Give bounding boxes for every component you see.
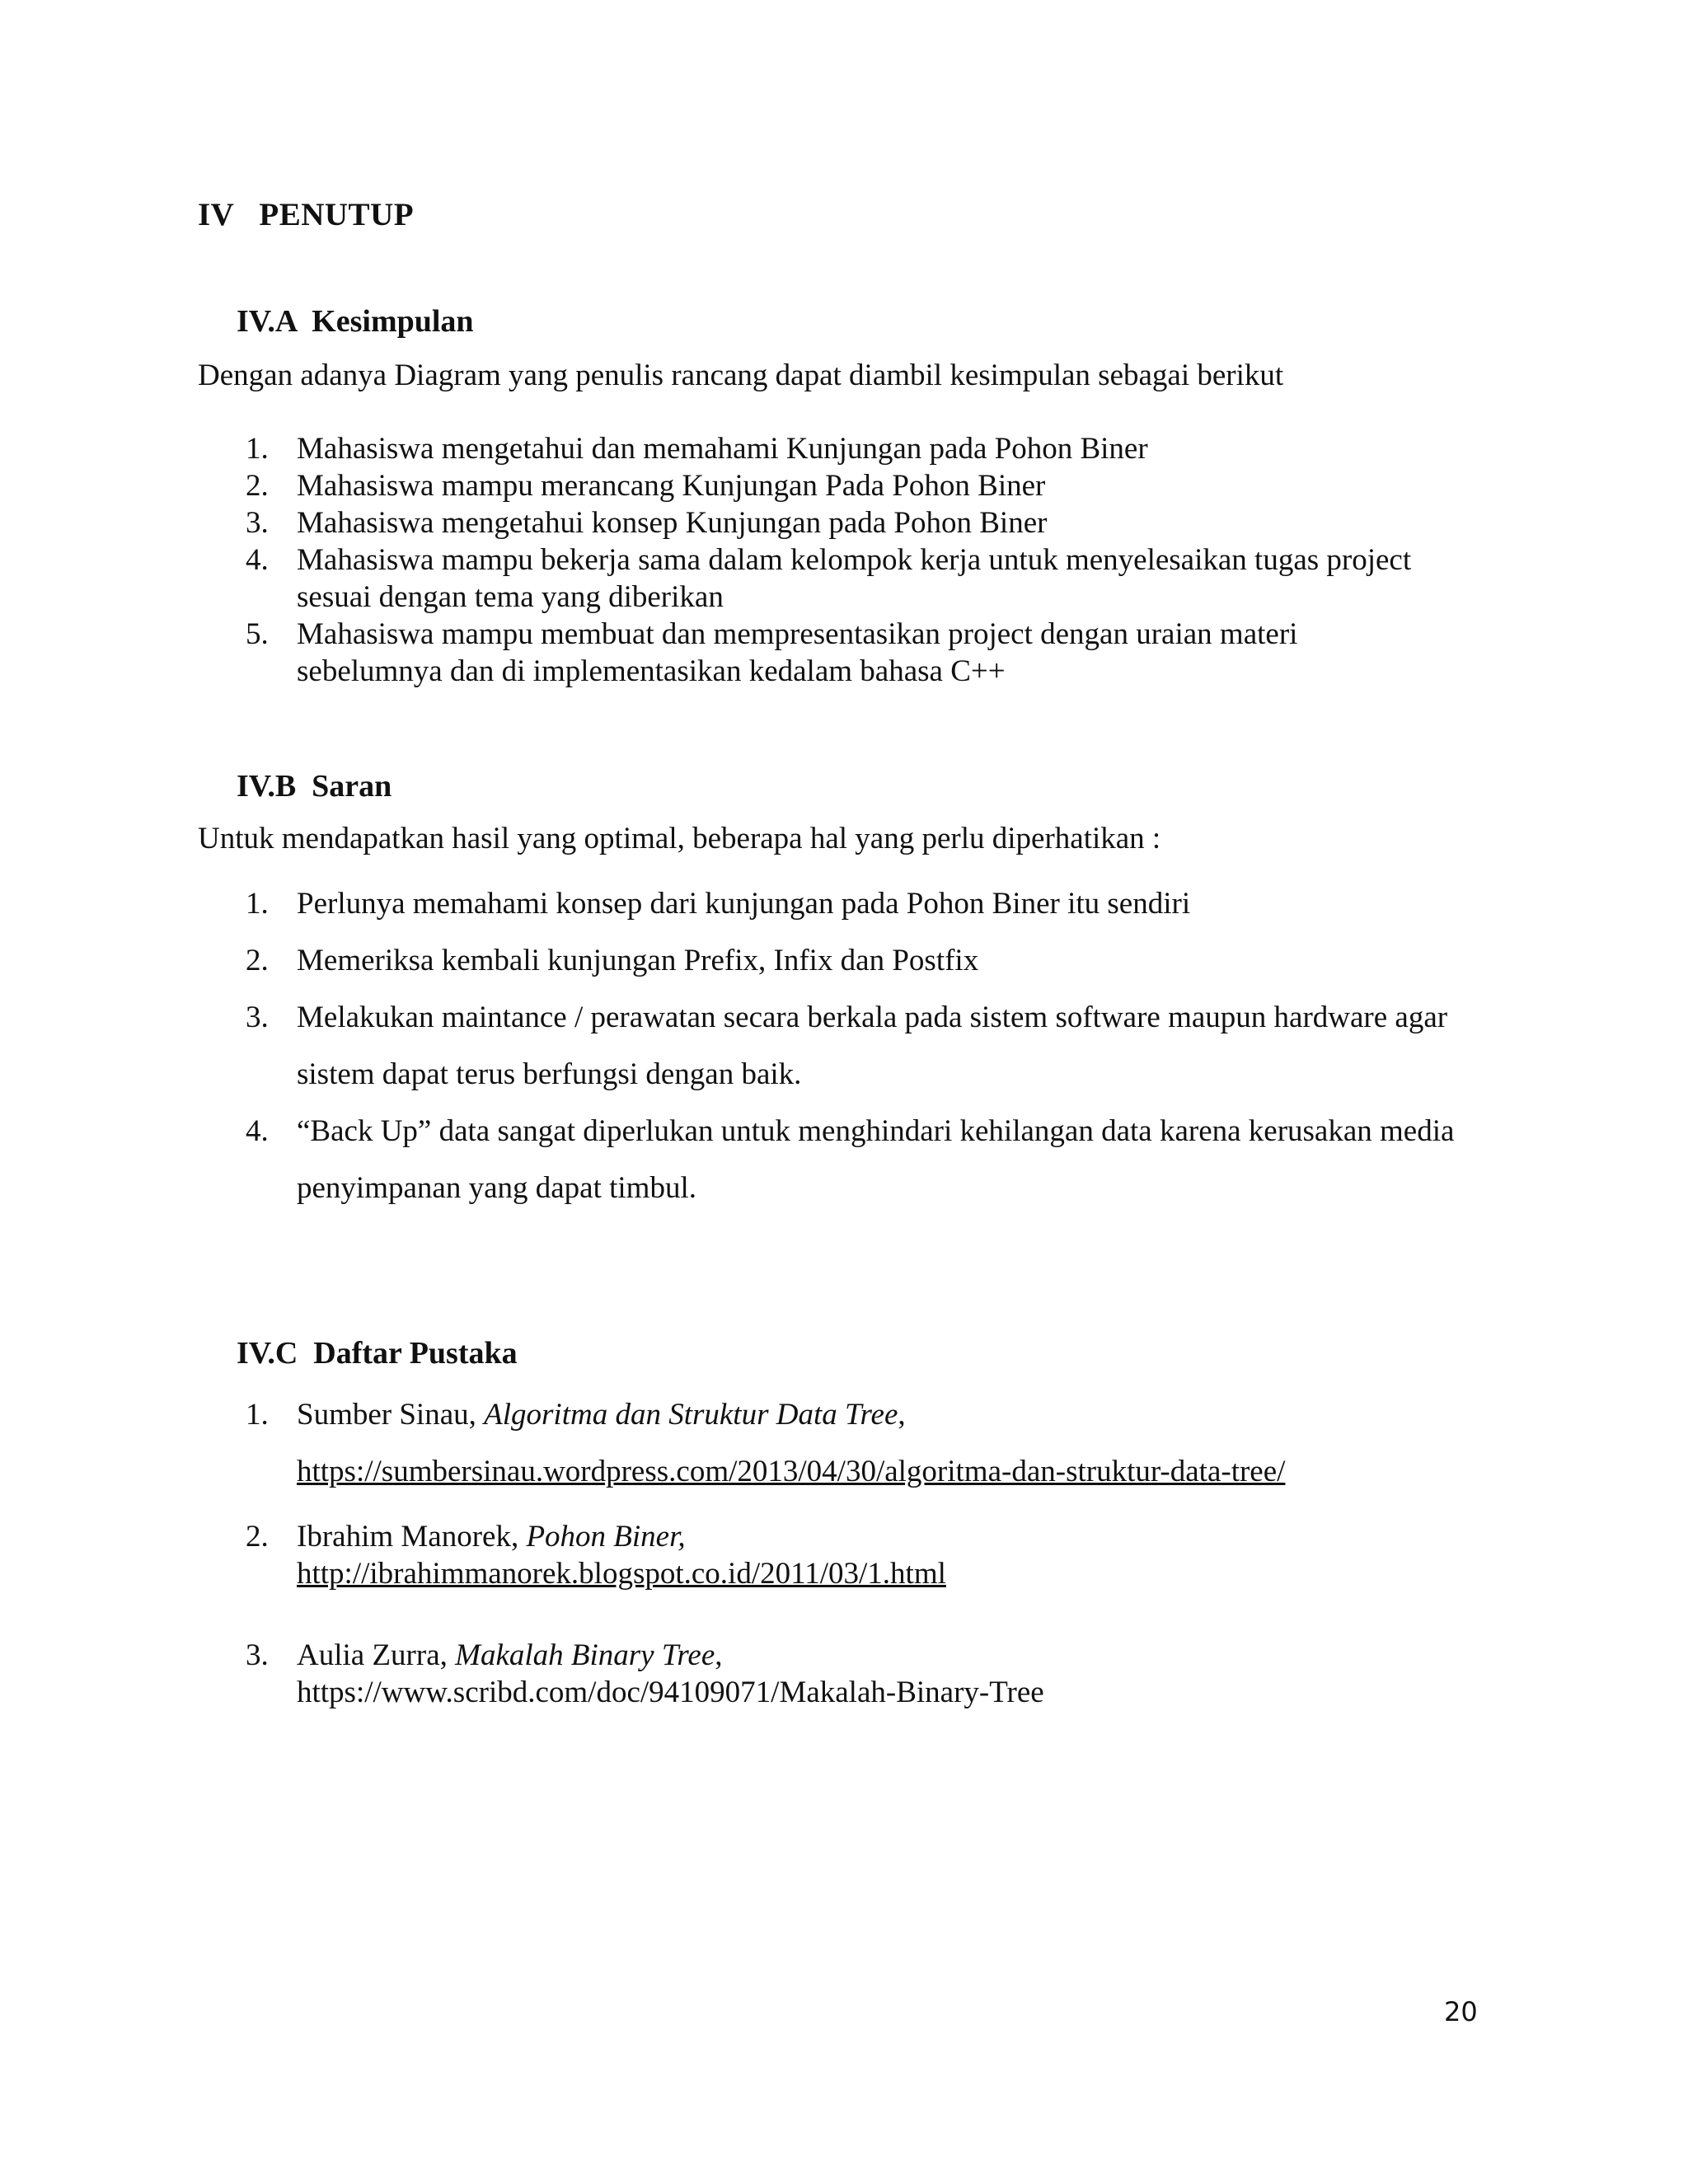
list-number: 3. xyxy=(246,1638,269,1672)
reference-author: Aulia Zurra, xyxy=(297,1638,456,1672)
list-item xyxy=(0,504,1484,541)
reference-text xyxy=(297,1386,1484,1500)
reference-url-text: https://www.scribd.com/doc/94109071/Makalah-Binary-Tree xyxy=(297,1675,1044,1709)
list-number: 2. xyxy=(246,469,269,503)
list-item xyxy=(0,989,1484,1103)
list-item xyxy=(0,932,1484,989)
saran-list xyxy=(0,875,1484,1216)
list-item xyxy=(0,430,1484,467)
reference-title: Pohon Biner, xyxy=(526,1520,686,1554)
reference-list-2 xyxy=(0,1518,1484,1592)
reference-list-3 xyxy=(0,1637,1484,1711)
list-item xyxy=(0,541,1484,616)
section-heading-saran: IV.B Saran xyxy=(237,769,392,804)
list-item xyxy=(0,616,1484,690)
reference-title: Makalah Binary Tree xyxy=(455,1638,715,1672)
list-number: 4. xyxy=(246,1114,269,1148)
list-number: 3. xyxy=(246,506,269,540)
list-number: 1. xyxy=(246,432,269,466)
list-text: Mahasiswa mampu merancang Kunjungan Pada Pohon Biner xyxy=(297,469,1046,503)
reference-list xyxy=(0,1386,1484,1500)
reference-author: Sumber Sinau, xyxy=(297,1398,485,1432)
section-heading-daftar-pustaka: IV.C Daftar Pustaka xyxy=(237,1336,518,1371)
list-number: 5. xyxy=(246,617,269,651)
reference-separator: , xyxy=(898,1398,906,1432)
section-heading-kesimpulan: IV.A Kesimpulan xyxy=(237,304,474,339)
list-number: 3. xyxy=(246,1001,269,1034)
reference-link[interactable]: https://sumbersinau.wordpress.com/2013/04/30/algoritma-dan-struktur-data-tree/ xyxy=(297,1455,1286,1488)
reference-text xyxy=(297,1518,1484,1592)
list-number: 2. xyxy=(246,1520,269,1554)
chapter-title: IV PENUTUP xyxy=(198,197,415,232)
reference-title: Algoritma dan Struktur Data Tree xyxy=(484,1398,898,1432)
reference-author: Ibrahim Manorek, xyxy=(297,1520,527,1554)
list-text: Mahasiswa mengetahui dan memahami Kunjungan pada Pohon Biner xyxy=(297,432,1148,466)
list-item xyxy=(0,1103,1484,1216)
page-number: 20 xyxy=(1444,1996,1478,2027)
list-text: Mahasiswa mampu membuat dan mempresentasikan project dengan uraian materi sebelumnya dan di implementasikan kedalam bahasa C++ xyxy=(297,617,1298,688)
list-number: 4. xyxy=(246,543,269,577)
list-number: 2. xyxy=(246,944,269,977)
list-text: Melakukan maintance / perawatan secara berkala pada sistem software maupun hardware agar sistem dapat terus berfungsi dengan baik. xyxy=(297,1001,1448,1091)
list-item xyxy=(0,875,1484,932)
list-text: Memeriksa kembali kunjungan Prefix, Infix dan Postfix xyxy=(297,944,979,977)
list-text: “Back Up” data sangat diperlukan untuk menghindari kehilangan data karena kerusakan media penyimpanan yang dapat timbul. xyxy=(297,1114,1455,1205)
kesimpulan-intro: Dengan adanya Diagram yang penulis rancang dapat diambil kesimpulan sebagai berikut xyxy=(198,359,1284,392)
reference-link[interactable]: http://ibrahimmanorek.blogspot.co.id/2011/03/1.html xyxy=(297,1557,946,1591)
reference-item xyxy=(0,1518,1484,1592)
saran-intro: Untuk mendapatkan hasil yang optimal, beberapa hal yang perlu diperhatikan : xyxy=(198,822,1161,855)
reference-item xyxy=(0,1637,1484,1711)
list-number: 1. xyxy=(246,887,269,921)
list-item xyxy=(0,467,1484,504)
reference-item xyxy=(0,1386,1484,1500)
kesimpulan-list xyxy=(0,430,1484,690)
list-number: 1. xyxy=(246,1398,269,1432)
list-text: Mahasiswa mampu bekerja sama dalam kelompok kerja untuk menyelesaikan tugas project sesuai dengan tema yang diberikan xyxy=(297,543,1412,614)
list-text: Mahasiswa mengetahui konsep Kunjungan pada Pohon Biner xyxy=(297,506,1048,540)
reference-separator: , xyxy=(715,1638,723,1672)
list-text: Perlunya memahami konsep dari kunjungan pada Pohon Biner itu sendiri xyxy=(297,887,1191,921)
reference-text xyxy=(297,1637,1484,1711)
